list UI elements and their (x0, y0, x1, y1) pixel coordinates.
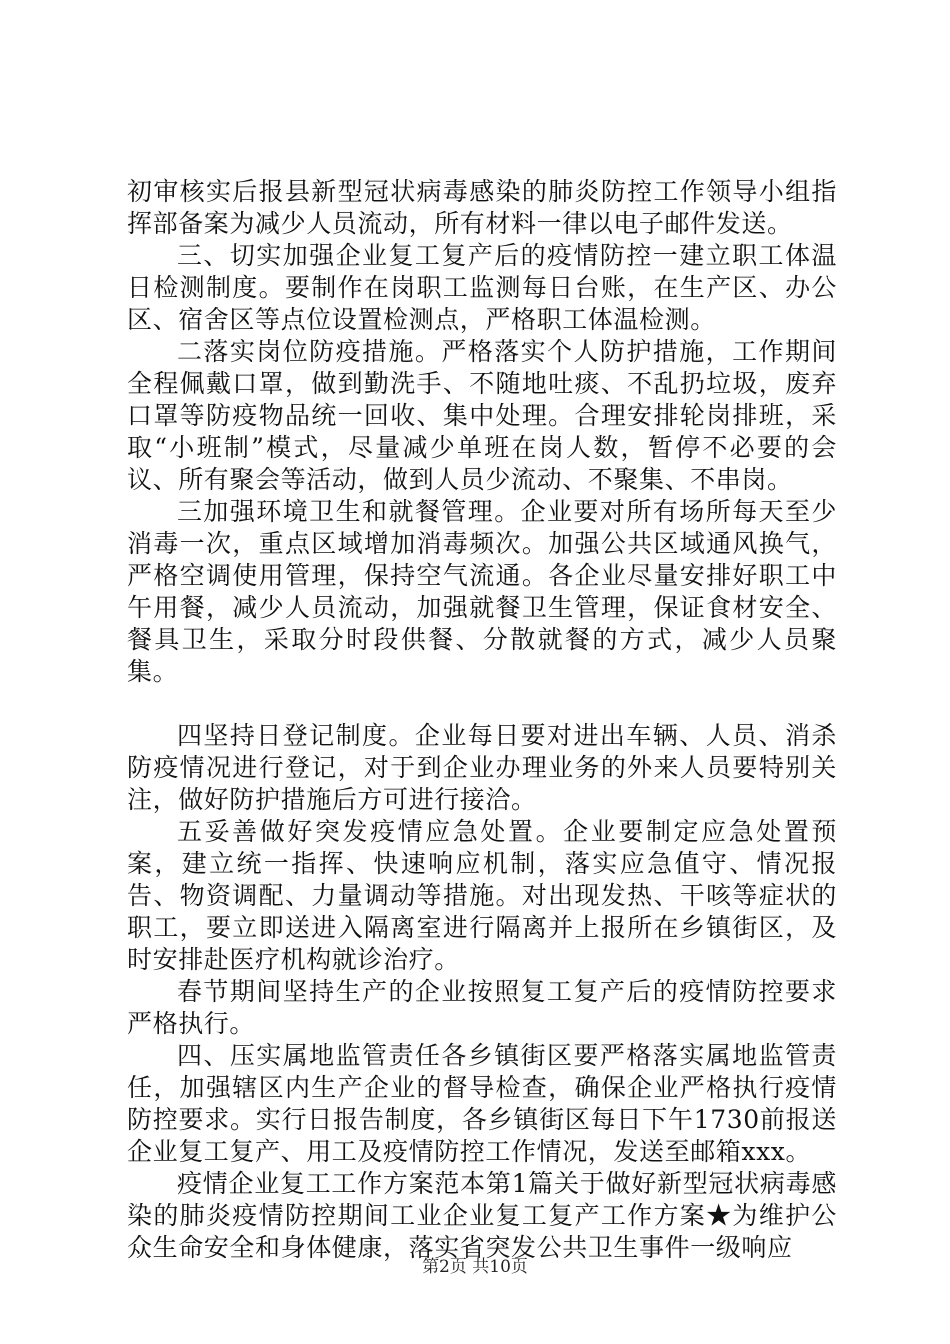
paragraph-post-measures: 二落实岗位防疫措施。严格落实个人防护措施，工作期间全程佩戴口罩，做到勤洗手、不随地吐痰、不乱扔垃圾，废弃口罩等防疫物品统一回收、集中处理。合理安排轮岗排班，采取“小班制”模式，尽量减少单班在岗人数，暂停不必要的会议、所有聚会等活动，做到人员少流动、不聚集、不串岗。 (127, 337, 837, 494)
paragraph-spring-festival: 春节期间坚持生产的企业按照复工复产后的疫情防控要求严格执行。 (127, 977, 837, 1038)
page-number-footer: 第2页 共10页 (422, 1257, 528, 1277)
paragraph-template-intro: 疫情企业复工工作方案范本第1篇关于做好新型冠状病毒感染的肺炎疫情防控期间工业企业复工复产工作方案★为维护公众生命安全和身体健康，落实省突发公共卫生事件一级响应 (127, 1169, 837, 1262)
paragraph-continuation: 初审核实后报县新型冠状病毒感染的肺炎防控工作领导小组指挥部备案为减少人员流动，所有材料一律以电子邮件发送。 (127, 177, 837, 238)
paragraph-daily-registration: 四坚持日登记制度。企业每日要对进出车辆、人员、消杀防疫情况进行登记，对于到企业办理业务的外来人员要特别关注，做好防护措施后方可进行接洽。 (127, 721, 837, 814)
paragraph-section-four: 四、压实属地监管责任各乡镇街区要严格落实属地监管责任，加强辖区内生产企业的督导检查，确保企业严格执行疫情防控要求。实行日报告制度，各乡镇街区每日下午1730前报送企业复工复产、用工及疫情防控工作情况，发送至邮箱xxx。 (127, 1041, 837, 1166)
paragraph-emergency-response: 五妥善做好突发疫情应急处置。企业要制定应急处置预案，建立统一指挥、快速响应机制，落实应急值守、情况报告、物资调配、力量调动等措施。对出现发热、干咳等症状的职工，要立即送进入隔离室进行隔离并上报所在乡镇街区，及时安排赴医疗机构就诊治疗。 (127, 817, 837, 974)
paragraph-hygiene-dining: 三加强环境卫生和就餐管理。企业要对所有场所每天至少消毒一次，重点区域增加消毒频次。加强公共区域通风换气，严格空调使用管理，保持空气流通。各企业尽量安排好职工中午用餐，减少人员流动，加强就餐卫生管理，保证食材安全、餐具卫生，采取分时段供餐、分散就餐的方式，减少人员聚集。 (127, 497, 837, 686)
paragraph-section-three: 三、切实加强企业复工复产后的疫情防控一建立职工体温日检测制度。要制作在岗职工监测每日台账，在生产区、办公区、宿舍区等点位设置检测点，严格职工体温检测。 (127, 241, 837, 334)
document-body (127, 176, 837, 1264)
